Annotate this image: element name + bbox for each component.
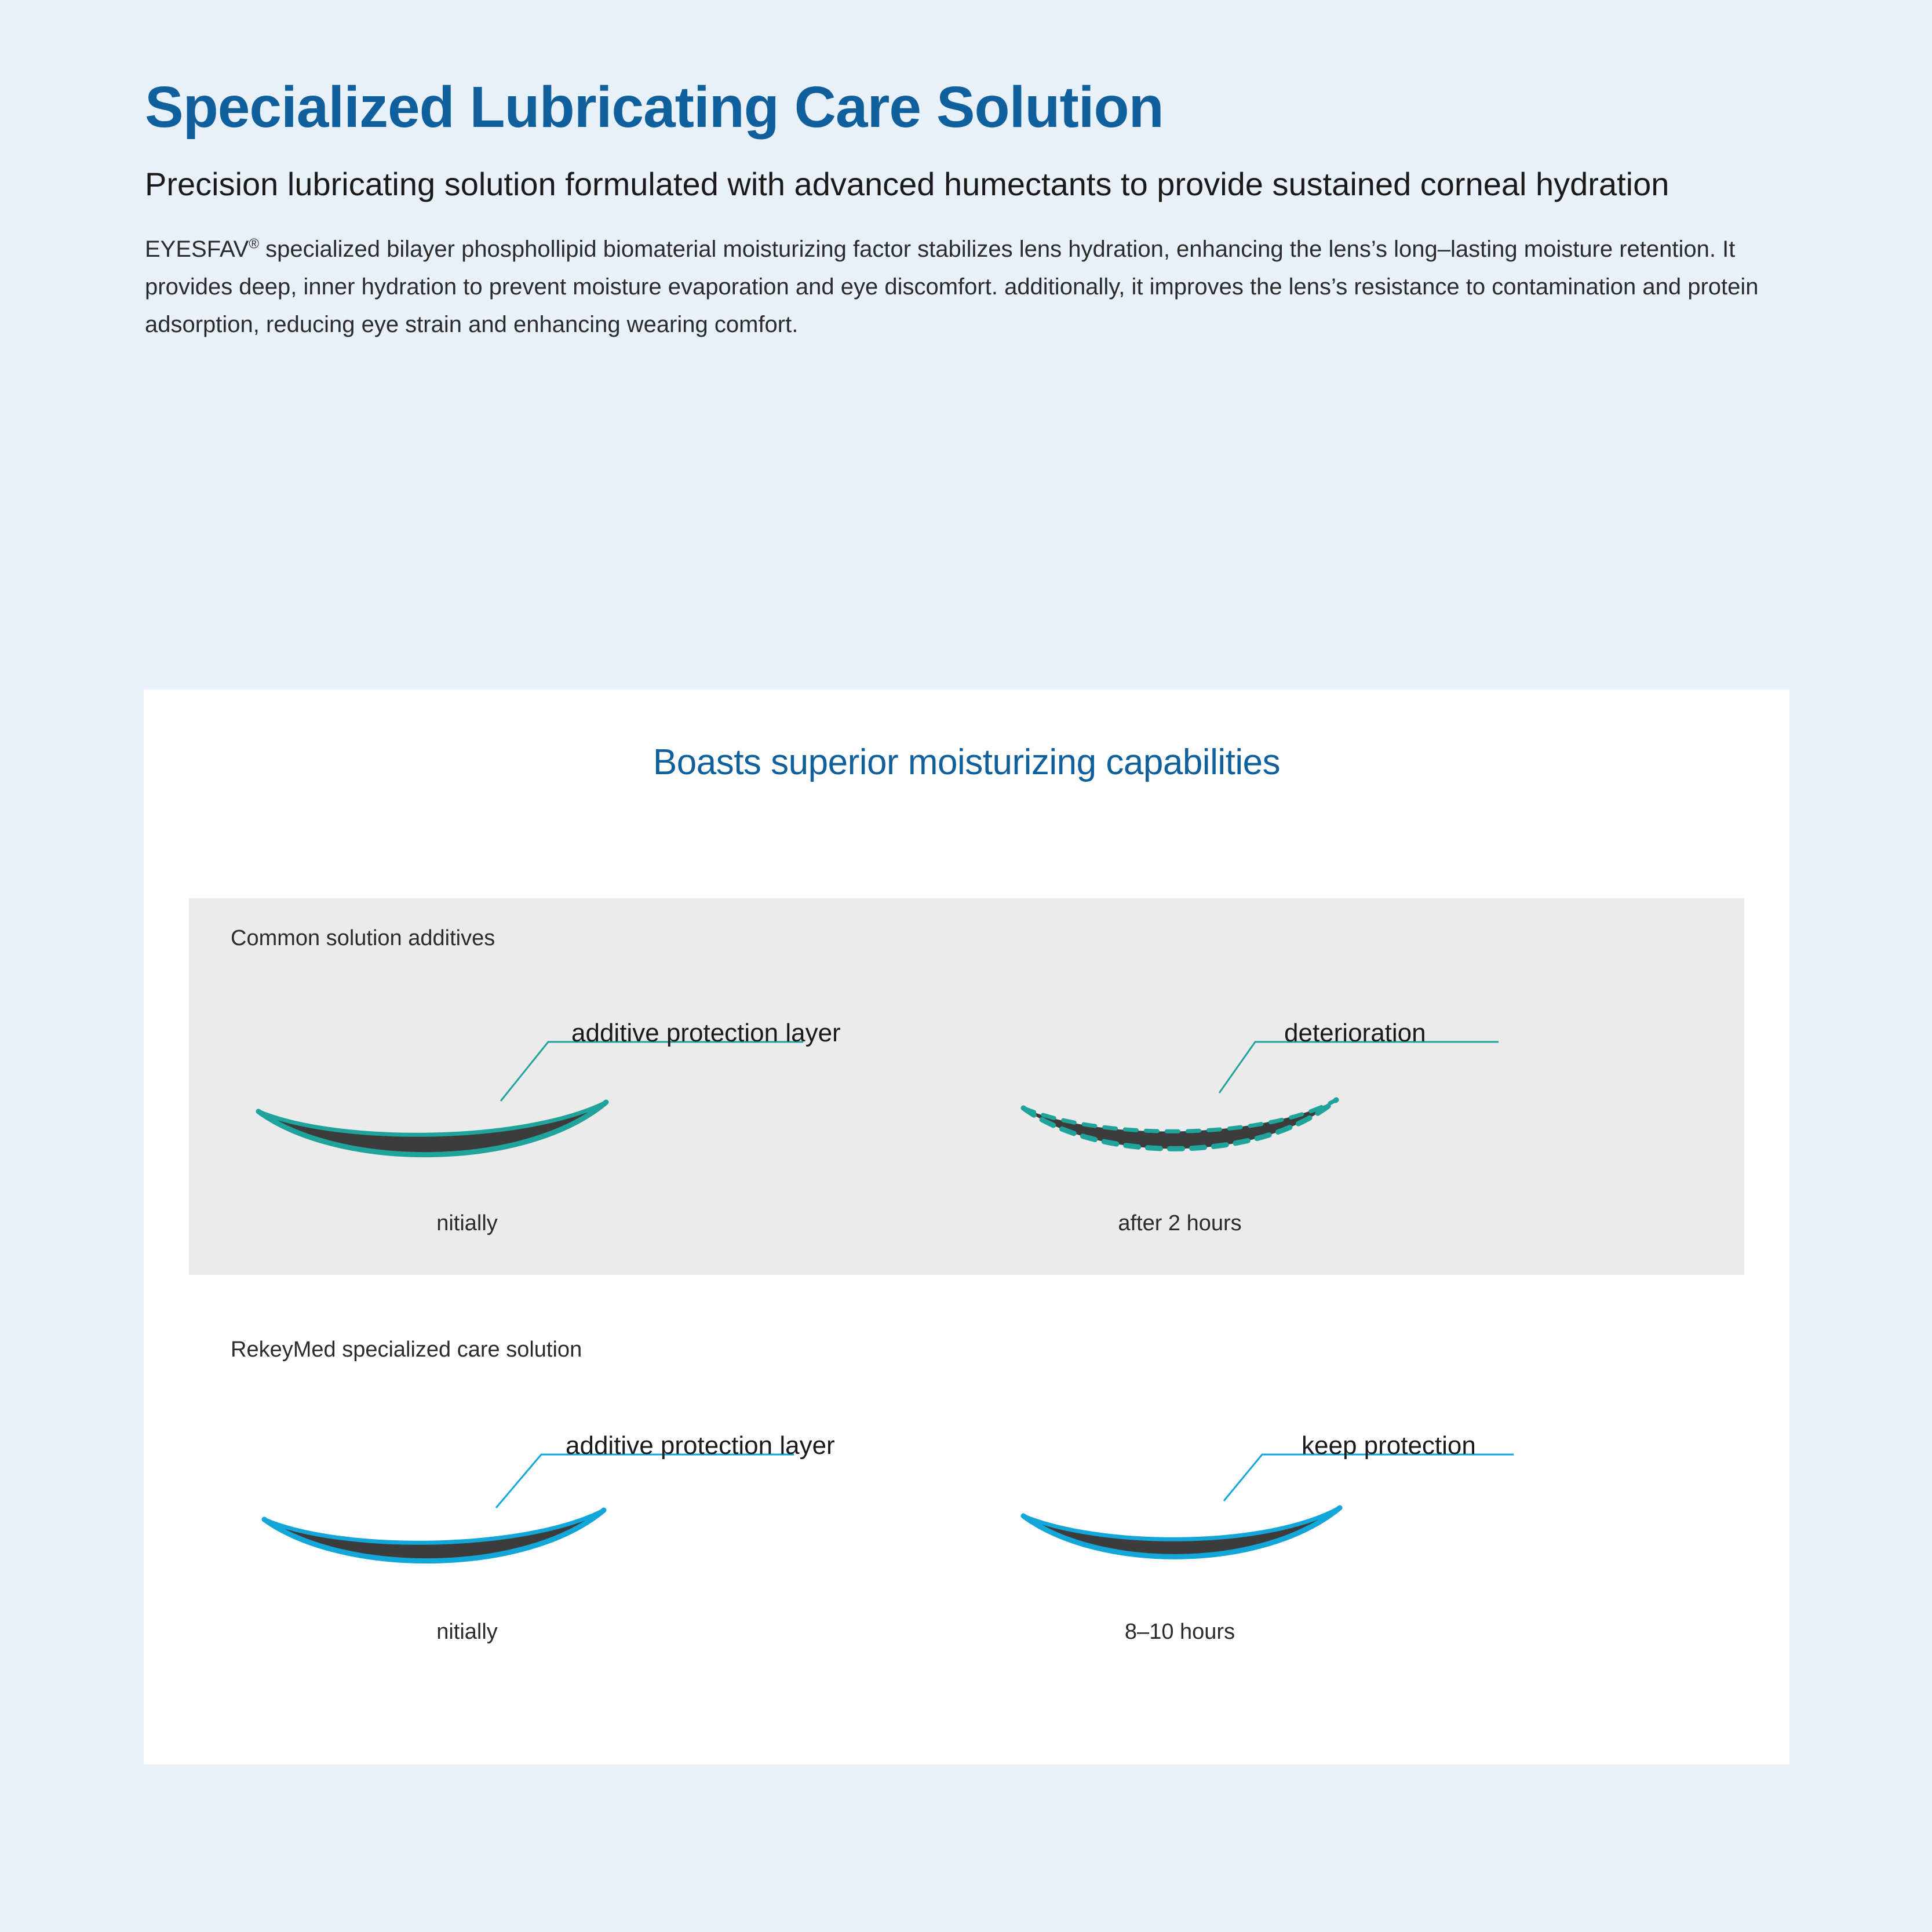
figure-common-initial	[224, 979, 919, 1246]
body-rest: specialized bilayer phosphollipid biomaterial moisturizing factor stabilizes lens hydration, enhancing the lens’s long–lasting moisture retention. It provides deep, inner hydration to prevent moisture evaporation and eye discomfort. additionally, it improves the lens’s resistance to contamination and protein adsorption, reducing eye strain and enhancing wearing comfort.	[145, 236, 1759, 337]
lens-diagram-common-initial	[224, 979, 919, 1211]
caption-rekeymed-after: 8–10 hours	[1124, 1620, 1235, 1644]
leader-line	[1224, 1455, 1514, 1501]
comparison-card	[144, 690, 1789, 1765]
page-title: Specialized Lubricating Care Solution	[145, 75, 1164, 140]
figure-common-after	[1012, 979, 1707, 1246]
lens-diagram-common-after	[1012, 979, 1707, 1211]
page-subtitle: Precision lubricating solution formulated with advanced humectants to provide sustained corneal hydration	[145, 166, 1669, 202]
caption-common-after: after 2 hours	[1118, 1211, 1242, 1235]
lens-body	[1023, 1100, 1336, 1149]
caption-rekeymed-initial: nitially	[436, 1620, 498, 1644]
body-brand: EYESFAV	[145, 236, 249, 263]
callout-common-initial: additive protection layer	[571, 1019, 841, 1047]
lens-body	[258, 1102, 606, 1155]
callout-rekeymed-after: keep protection	[1302, 1431, 1476, 1460]
leader-line	[501, 1042, 803, 1101]
callout-common-after: deterioration	[1284, 1019, 1426, 1047]
leader-line	[1219, 1042, 1499, 1093]
lens-diagram-rekeymed-initial	[224, 1385, 919, 1617]
body-paragraph	[145, 231, 1820, 343]
header-block	[145, 75, 1860, 344]
panel-common-additives	[189, 898, 1744, 1275]
lens-diagram-rekeymed-after	[1012, 1385, 1707, 1617]
callout-rekeymed-initial: additive protection layer	[566, 1431, 835, 1460]
caption-common-initial: nitially	[436, 1211, 498, 1235]
figure-rekeymed-initial	[224, 1385, 919, 1652]
lens-body	[1023, 1508, 1340, 1556]
panel-rekeymed	[189, 1310, 1744, 1704]
leader-line	[496, 1455, 794, 1508]
registered-mark-icon: ®	[249, 236, 260, 252]
card-title: Boasts superior moisturizing capabilities	[652, 742, 1281, 782]
panel-label-rekeymed: RekeyMed specialized care solution	[231, 1337, 582, 1362]
panel-label-common: Common solution additives	[231, 926, 495, 950]
figure-rekeymed-after	[1012, 1385, 1707, 1652]
